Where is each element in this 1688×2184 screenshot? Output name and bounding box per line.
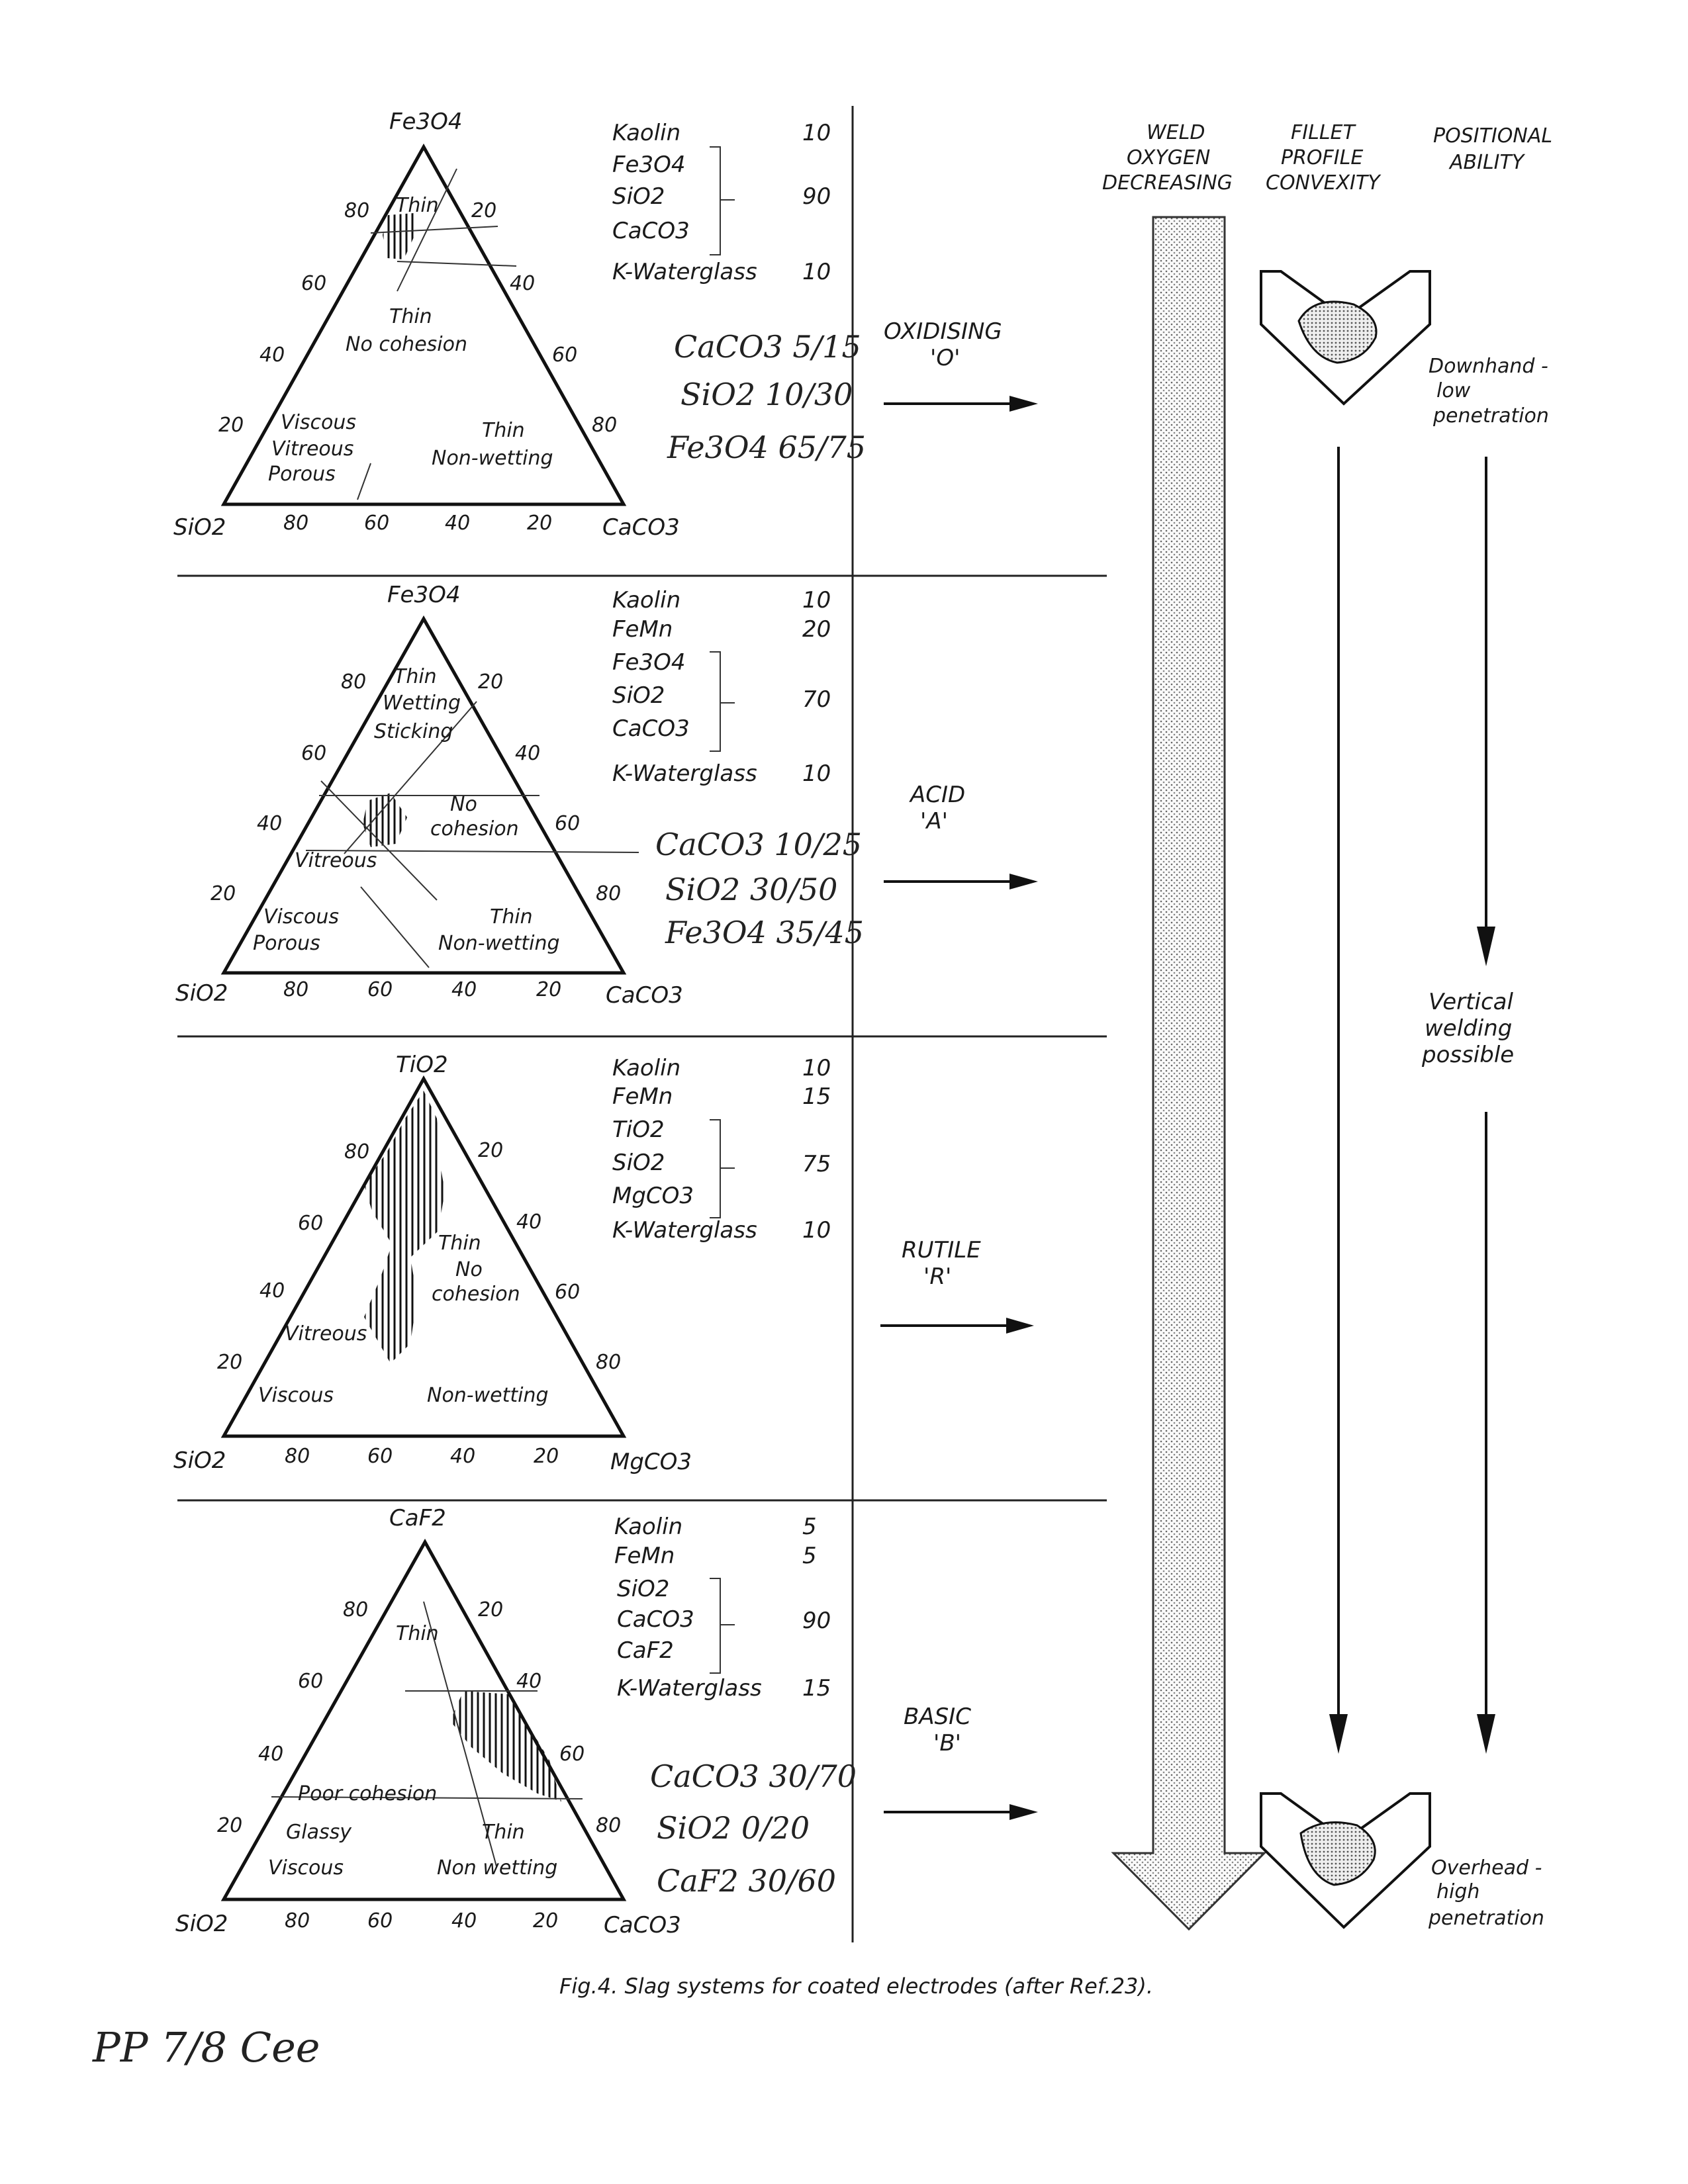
recipe-value: 5 — [802, 1514, 817, 1540]
apex-label: TiO2 — [396, 1052, 448, 1078]
right-tick: 20 — [478, 1598, 504, 1621]
arrow-right-icon — [884, 1804, 1038, 1820]
left-tick: 80 — [344, 199, 370, 222]
region-label: Thin — [482, 419, 525, 442]
region-label: Viscous — [258, 1384, 334, 1407]
down-arrow-icon — [1477, 457, 1495, 966]
electrode-code: 'B' — [933, 1730, 962, 1756]
region-label: Viscous — [263, 905, 339, 929]
handwritten-range: CaCO3 30/70 — [650, 1758, 857, 1794]
boundary-line — [357, 463, 371, 500]
handwritten-range: CaCO3 10/25 — [655, 827, 862, 862]
left-vertex-label: SiO2 — [173, 1447, 226, 1474]
recipe-item: K-Waterglass — [617, 1675, 762, 1702]
recipe-list — [612, 587, 831, 787]
electrode-type: ACID — [910, 782, 966, 808]
apex-label: CaF2 — [389, 1505, 446, 1531]
base-tick: 20 — [533, 1909, 559, 1933]
apex-label: Fe3O4 — [387, 582, 461, 608]
column-header: ABILITY — [1450, 151, 1524, 174]
right-tick: 60 — [555, 812, 581, 835]
recipe-value: 10 — [802, 760, 831, 787]
panel-basic — [175, 1505, 1038, 1938]
fillet-profile-column — [1261, 121, 1430, 1927]
weld-oxygen-column — [1102, 121, 1264, 1929]
bracket — [710, 1120, 735, 1218]
recipe-item: K-Waterglass — [612, 259, 757, 285]
handwritten-ranges — [650, 1758, 857, 1899]
note-text: low — [1436, 379, 1471, 402]
region-label: Viscous — [281, 411, 356, 434]
electrode-code: 'R' — [923, 1263, 952, 1290]
right-tick: 80 — [596, 1351, 622, 1374]
base-tick: 80 — [285, 1909, 310, 1933]
region-label: Thin — [396, 194, 439, 217]
note-text: penetration — [1429, 1907, 1544, 1930]
recipe-item: Fe3O4 — [612, 152, 686, 178]
note-text: Vertical — [1429, 989, 1513, 1015]
base-tick: 60 — [367, 1445, 393, 1468]
recipe-value: 20 — [802, 616, 831, 643]
recipe-item: K-Waterglass — [612, 1217, 757, 1244]
region-label: Thin — [482, 1821, 525, 1844]
handwritten-note: PP 7/8 Cee — [93, 2023, 320, 2071]
note-text: Overhead - — [1431, 1856, 1542, 1880]
recipe-item: Kaolin — [612, 587, 681, 614]
recipe-item: FeMn — [614, 1543, 675, 1569]
hatched-region — [363, 793, 407, 847]
figure-caption: Fig.4. Slag systems for coated electrodes (after Ref.23). — [559, 1974, 1154, 1999]
column-header: PROFILE — [1281, 146, 1364, 169]
ternary-diagram — [175, 582, 683, 1009]
recipe-value: 90 — [802, 1608, 831, 1634]
recipe-value: 10 — [802, 259, 831, 285]
column-header: CONVEXITY — [1266, 171, 1380, 195]
recipe-list — [614, 1514, 831, 1702]
recipe-item: CaCO3 — [612, 218, 690, 244]
recipe-list — [612, 1055, 831, 1244]
recipe-value: 15 — [802, 1083, 831, 1110]
region-label: Thin — [490, 905, 533, 929]
electrode-type: RUTILE — [902, 1237, 981, 1263]
ternary-diagram — [173, 109, 680, 541]
base-tick: 60 — [364, 512, 390, 535]
region-label: cohesion — [430, 817, 519, 841]
region-label: Non-wetting — [438, 932, 560, 955]
base-tick: 60 — [367, 1909, 393, 1933]
handwritten-range: CaF2 30/60 — [657, 1863, 836, 1899]
region-label: Thin — [389, 305, 432, 328]
boundary-line — [397, 261, 516, 266]
base-tick: 40 — [451, 978, 477, 1001]
note-text: possible — [1422, 1042, 1515, 1068]
boundary-line — [361, 887, 429, 968]
electrode-type: BASIC — [904, 1704, 971, 1730]
left-tick: 60 — [301, 742, 327, 765]
recipe-item: MgCO3 — [612, 1183, 694, 1209]
recipe-item: Kaolin — [614, 1514, 683, 1540]
left-tick: 40 — [257, 812, 283, 835]
right-vertex-label: CaCO3 — [604, 1912, 681, 1938]
left-vertex-label: SiO2 — [173, 514, 226, 541]
ternary-diagram — [175, 1505, 681, 1938]
right-tick: 20 — [478, 670, 504, 694]
base-tick: 40 — [450, 1445, 476, 1468]
hatched-region — [364, 1091, 445, 1363]
panel-rutile — [173, 1052, 1034, 1475]
region-label: Porous — [268, 463, 336, 486]
region-label: Thin — [396, 1622, 439, 1645]
arrow-right-icon — [880, 1318, 1034, 1334]
recipe-item: FeMn — [612, 616, 673, 643]
note-text: Downhand - — [1429, 355, 1548, 378]
region-label: Glassy — [286, 1821, 352, 1844]
recipe-value: 10 — [802, 587, 831, 614]
right-vertex-label: CaCO3 — [606, 982, 683, 1009]
base-tick: 60 — [367, 978, 393, 1001]
note-text: high — [1436, 1880, 1480, 1903]
recipe-item: Fe3O4 — [612, 649, 686, 676]
handwritten-range: Fe3O4 35/45 — [665, 915, 865, 950]
hatched-region — [383, 213, 416, 259]
right-tick: 40 — [515, 742, 541, 765]
electrode-type: OXIDISING — [884, 318, 1002, 345]
left-tick: 20 — [217, 1814, 243, 1837]
down-arrow-icon — [1113, 217, 1264, 1929]
column-header: POSITIONAL — [1433, 124, 1553, 148]
note-text: penetration — [1433, 404, 1549, 428]
region-label: Thin — [394, 665, 437, 688]
bracket — [710, 652, 735, 751]
down-arrow-icon — [1329, 447, 1348, 1754]
right-tick: 80 — [596, 882, 622, 905]
base-tick: 20 — [536, 978, 562, 1001]
recipe-value: 75 — [802, 1151, 831, 1177]
column-header: DECREASING — [1102, 171, 1233, 195]
region-label: No cohesion — [346, 333, 467, 356]
handwritten-range: Fe3O4 65/75 — [667, 430, 867, 465]
recipe-value: 10 — [802, 1217, 831, 1244]
fillet-convex-icon — [1261, 271, 1430, 404]
recipe-item: K-Waterglass — [612, 760, 757, 787]
handwritten-ranges — [655, 827, 864, 950]
column-header: WELD — [1147, 121, 1205, 144]
base-tick: 40 — [451, 1909, 477, 1933]
right-tick: 40 — [510, 272, 536, 295]
right-tick: 60 — [552, 343, 578, 367]
left-tick: 40 — [259, 343, 285, 367]
region-label: No — [450, 793, 477, 816]
region-label: Porous — [253, 932, 320, 955]
region-label: No — [455, 1258, 483, 1281]
left-tick: 80 — [343, 1598, 369, 1621]
left-vertex-label: SiO2 — [175, 980, 228, 1007]
panel-oxidising — [173, 109, 1038, 541]
recipe-item: CaF2 — [617, 1637, 674, 1664]
bracket — [710, 1578, 735, 1673]
right-vertex-label: CaCO3 — [602, 514, 680, 541]
fillet-concave-icon — [1261, 1794, 1430, 1927]
electrode-code: 'A' — [920, 808, 948, 835]
left-tick: 60 — [301, 272, 327, 295]
recipe-item: SiO2 — [612, 183, 665, 210]
region-label: Vitreous — [295, 849, 377, 872]
recipe-value: 10 — [802, 120, 831, 146]
recipe-item: Kaolin — [612, 120, 681, 146]
region-label: Thin — [438, 1232, 481, 1255]
recipe-value: 10 — [802, 1055, 831, 1081]
bracket — [710, 147, 735, 255]
left-tick: 40 — [259, 1279, 285, 1302]
arrow-right-icon — [884, 396, 1038, 412]
recipe-value: 70 — [802, 686, 831, 713]
region-label: Viscous — [268, 1856, 344, 1880]
positional-ability-column — [1421, 124, 1552, 1930]
left-tick: 80 — [344, 1140, 370, 1163]
right-vertex-label: MgCO3 — [610, 1449, 692, 1475]
right-tick: 60 — [555, 1281, 581, 1304]
left-tick: 20 — [218, 414, 244, 437]
left-tick: 80 — [341, 670, 367, 694]
left-tick: 20 — [217, 1351, 243, 1374]
left-tick: 60 — [298, 1670, 324, 1693]
recipe-item: SiO2 — [612, 682, 665, 709]
region-label: Poor cohesion — [298, 1782, 438, 1805]
recipe-value: 90 — [802, 183, 831, 210]
left-tick: 40 — [258, 1743, 284, 1766]
left-vertex-label: SiO2 — [175, 1911, 228, 1937]
base-tick: 80 — [283, 512, 309, 535]
recipe-item: SiO2 — [612, 1150, 665, 1176]
ternary-diagram — [173, 1052, 692, 1475]
handwritten-range: SiO2 30/50 — [665, 872, 838, 907]
handwritten-ranges — [667, 329, 866, 465]
recipe-value: 5 — [802, 1543, 817, 1569]
note-text: welding — [1425, 1015, 1513, 1042]
panel-acid — [175, 582, 1038, 1009]
base-tick: 20 — [534, 1445, 559, 1468]
recipe-list — [612, 120, 831, 285]
handwritten-range: CaCO3 5/15 — [674, 329, 861, 365]
column-header: FILLET — [1291, 121, 1355, 144]
arrow-right-icon — [884, 874, 1038, 889]
hatched-region — [450, 1691, 561, 1801]
left-tick: 20 — [211, 882, 236, 905]
right-tick: 20 — [471, 199, 497, 222]
electrode-code: 'O' — [930, 345, 961, 371]
recipe-item: CaCO3 — [612, 715, 690, 742]
recipe-item: CaCO3 — [617, 1606, 694, 1633]
base-tick: 80 — [283, 978, 309, 1001]
base-tick: 80 — [285, 1445, 310, 1468]
recipe-item: SiO2 — [617, 1576, 670, 1602]
region-label: Sticking — [374, 720, 453, 743]
right-tick: 60 — [559, 1743, 585, 1766]
region-label: Vitreous — [271, 437, 354, 461]
right-tick: 20 — [478, 1139, 504, 1162]
region-label: Wetting — [383, 692, 461, 715]
handwritten-range: SiO2 10/30 — [680, 377, 853, 412]
left-tick: 60 — [298, 1212, 324, 1235]
region-label: Non-wetting — [432, 447, 553, 470]
right-tick: 80 — [596, 1814, 622, 1837]
right-tick: 40 — [516, 1670, 542, 1693]
column-header: OXYGEN — [1127, 146, 1211, 169]
apex-label: Fe3O4 — [389, 109, 463, 135]
down-arrow-icon — [1477, 1112, 1495, 1754]
region-label: Vitreous — [285, 1322, 367, 1345]
recipe-item: FeMn — [612, 1083, 673, 1110]
base-tick: 40 — [445, 512, 471, 535]
recipe-item: Kaolin — [612, 1055, 681, 1081]
triangle-outline — [224, 1542, 624, 1899]
handwritten-range: SiO2 0/20 — [657, 1810, 810, 1846]
right-tick: 40 — [516, 1210, 542, 1234]
region-label: Non-wetting — [427, 1384, 549, 1407]
right-tick: 80 — [592, 414, 618, 437]
region-label: cohesion — [432, 1283, 520, 1306]
recipe-value: 15 — [802, 1675, 831, 1702]
region-label: Non wetting — [437, 1856, 558, 1880]
recipe-item: TiO2 — [612, 1116, 665, 1143]
base-tick: 20 — [527, 512, 553, 535]
